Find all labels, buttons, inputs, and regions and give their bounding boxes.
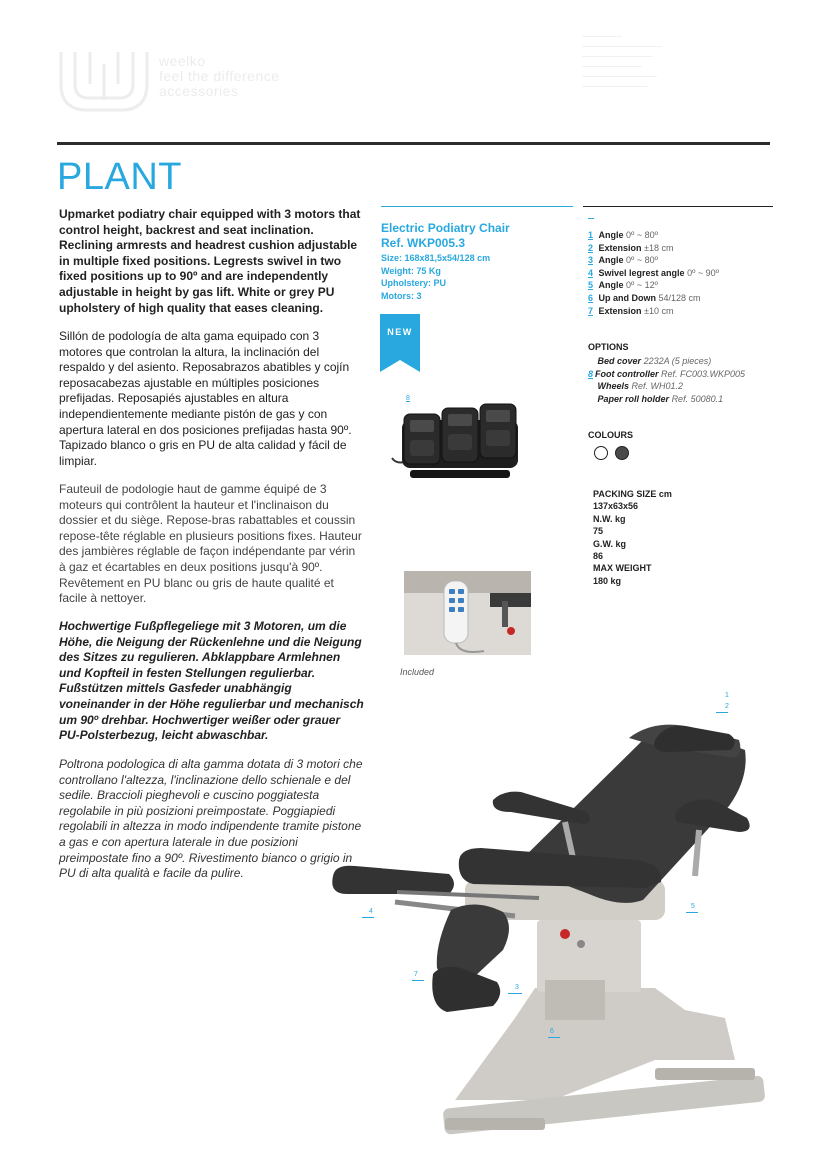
- callout-underline: [362, 917, 374, 918]
- hand-remote-image: [404, 571, 531, 655]
- callout-underline: [716, 712, 728, 713]
- option-item: [588, 368, 745, 381]
- description-german: Hochwertige Fußpflegeliege mit 3 Motoren, um die Höhe, die Neigung der Rückenlehne und die Neigung des Sitzes zu regulieren. Abklappbare Armlehnen und Kopfteil in festen Stellungen regulierbar. Fußstützen mittels Gasfeder unabhängig voneinander in der Höhe regulierbar und mechanisch um 90º drehbar. Hochwertiger weißer oder grauer PU-Polsterbezug, leicht abwaschbar.: [59, 619, 364, 743]
- feature-value: ±18 cm: [644, 242, 674, 253]
- feature-value: 0º ~ 80º: [626, 255, 658, 266]
- chair-callout-7: 7: [414, 971, 418, 978]
- feature-label: Extension: [598, 305, 642, 316]
- option-label: Paper roll holder: [597, 393, 670, 404]
- option-value: 2232A (5 pieces): [643, 356, 712, 366]
- callout-underline: [508, 993, 522, 994]
- feature-item: [588, 267, 719, 280]
- new-badge: [380, 314, 420, 372]
- feature-item: [588, 292, 719, 305]
- spec-size: Size: 168x81,5x54/128 cm: [381, 253, 491, 263]
- feature-number: 4: [588, 267, 594, 278]
- chair-callout-2: 2: [725, 703, 729, 710]
- product-name: Electric Podiatry Chair: [381, 221, 510, 235]
- feature-label: Angle: [598, 255, 624, 266]
- included-caption: Included: [400, 667, 435, 677]
- ribbon-icon: [380, 314, 420, 372]
- feature-number: 7: [588, 305, 594, 316]
- feature-value: ±10 cm: [644, 305, 674, 316]
- description-french: Fauteuil de podologie haut de gamme équipé de 3 moteurs qui contrôlent la hauteur et l'inclinaison du dossier et du siège. Repose-bras rabattables et coussin repose-tête réglable en plusieurs positions fixes. Hauteur des jambières réglable de façon indépendante par vérin à gaz et écartables en deux positions jusqu'à 90º. Revêtement en PU blanc ou gris de haute qualité et facile à nettoyer.: [59, 482, 362, 606]
- pedal-left: [404, 414, 440, 464]
- option-value: Ref. 50080.1: [671, 393, 724, 404]
- feature-value: 0º ~ 80º: [626, 230, 658, 240]
- feature-number: 6: [588, 292, 594, 303]
- pedal-right: [480, 404, 516, 458]
- logo-mark-icon: [57, 44, 152, 114]
- foot-controller-image: [390, 400, 530, 482]
- description-english: Upmarket podiatry chair equipped with 3 motors that control height, backrest and seat inclination. Reclining armrests and headrest cushion adjustable in multiple fixed positions. Legrests swivel in two fixed positions up to 90º and are independently adjustable in height by gas lift. White or grey PU upholstery of high quality that eases cleaning.: [59, 207, 361, 315]
- description-spanish: Sillón de podología de alta gama equipado con 3 motores que controlan la altura, la inclinación del respaldo y del asiento. Reposabrazos abatibles y cojín reposacabezas ajustable en múltiples posiciones prefijadas. Reposapiés ajustables en altura independientemente mediante pistón de gas y con apertura lateral en dos posiciones prefijadas hasta 90º. Tapizado blanco o gris en PU de alta calidad y fácil de limpiar.: [59, 329, 352, 468]
- feature-list: [588, 229, 719, 317]
- gross-weight-label: G.W. kg: [593, 538, 627, 549]
- net-weight-value: 75: [593, 526, 604, 537]
- feature-item: [588, 229, 719, 242]
- feature-item: [588, 305, 719, 318]
- spec-weight: Weight: 75 Kg: [381, 265, 441, 276]
- packing-size-value: 137x63x56: [593, 501, 639, 512]
- colours-heading: COLOURS: [588, 430, 633, 440]
- feature-value: 0º ~ 12º: [626, 280, 658, 291]
- feature-item: [588, 242, 719, 255]
- features-divider: [583, 206, 773, 207]
- logo-line: feel the difference: [159, 68, 280, 84]
- option-value: Ref. WH01.2: [631, 381, 684, 392]
- option-item: [588, 355, 745, 368]
- option-item: [588, 393, 745, 406]
- callout-underline: [548, 1037, 560, 1038]
- feature-number: 1: [588, 230, 594, 240]
- product-ref: Ref. WKP005.3: [381, 236, 466, 250]
- option-label: Wheels: [597, 381, 630, 392]
- chair-callout-1: 1: [725, 692, 729, 699]
- header-divider: [57, 142, 770, 145]
- feature-label: Swivel legrest angle: [598, 267, 685, 278]
- feature-number: 3: [588, 255, 594, 266]
- product-divider: [381, 206, 573, 207]
- logo-wordmark: [159, 54, 280, 99]
- brand-logo: [57, 40, 280, 120]
- callout-underline: [412, 980, 424, 981]
- product-title: PLANT: [57, 156, 182, 198]
- product-specs: [381, 252, 490, 302]
- feature-value: 0º ~ 90º: [687, 267, 719, 278]
- header-contact-block: [582, 30, 702, 96]
- chair-callout-3: 3: [515, 984, 519, 991]
- spec-upholstery: Upholstery: PU: [381, 278, 447, 289]
- new-badge-label: NEW: [387, 327, 413, 337]
- max-weight-label: MAX WEIGHT: [593, 563, 652, 574]
- option-label: Foot controller: [595, 368, 659, 379]
- chair-callout-4: 4: [369, 908, 373, 915]
- packing-info: [593, 488, 672, 587]
- option-item: [588, 380, 745, 393]
- chair-callout-5: 5: [691, 903, 695, 910]
- colour-swatch-grey: [615, 446, 629, 460]
- feature-label: Angle: [598, 280, 624, 291]
- logo-line: weelko: [159, 53, 206, 69]
- feature-item: [588, 279, 719, 292]
- options-heading: OPTIONS: [588, 342, 629, 352]
- option-value: Ref. FC003.WKP005: [661, 368, 746, 379]
- feature-label: Up and Down: [598, 292, 657, 303]
- feature-number: 2: [588, 242, 594, 253]
- callout-underline: [686, 912, 698, 913]
- feature-number: 5: [588, 280, 594, 291]
- colour-swatch-white: [594, 446, 608, 460]
- podiatry-chair-image: [325, 688, 765, 1148]
- gross-weight-value: 86: [593, 551, 604, 562]
- logo-line: accessories: [159, 83, 239, 99]
- description-italian: Poltrona podologica di alta gamma dotata di 3 motori che controllano l'altezza, l'inclinazione dello schienale e del sedile. Braccioli pieghevoli e cuscino poggiatesta regolabile in più posizioni preimpostate. Poggiapiedi regolabili in altezza in modo indipendente tramite pistone a gas e con apertura laterale in due posizioni preimpostate fino a 90º. Rivestimento bianco o grigio in PU di alta qualità e facile da pulire.: [59, 757, 363, 881]
- spec-motors: Motors: 3: [381, 290, 422, 301]
- pedal-middle: [442, 408, 478, 462]
- feature-label: Angle: [598, 230, 624, 240]
- packing-size-label: PACKING SIZE cm: [593, 489, 672, 499]
- chair-callout-6: 6: [550, 1028, 554, 1035]
- feature-item: [588, 254, 719, 267]
- feature-value: 54/128 cm: [658, 292, 701, 303]
- foot-controller-callout: 8: [406, 395, 410, 402]
- option-number: 8: [588, 368, 594, 379]
- options-list: [588, 355, 745, 405]
- feature-label: Extension: [598, 242, 642, 253]
- option-label: Bed cover: [597, 356, 642, 366]
- max-weight-value: 180 kg: [593, 575, 622, 586]
- features-marker: [588, 218, 594, 219]
- net-weight-label: N.W. kg: [593, 513, 626, 524]
